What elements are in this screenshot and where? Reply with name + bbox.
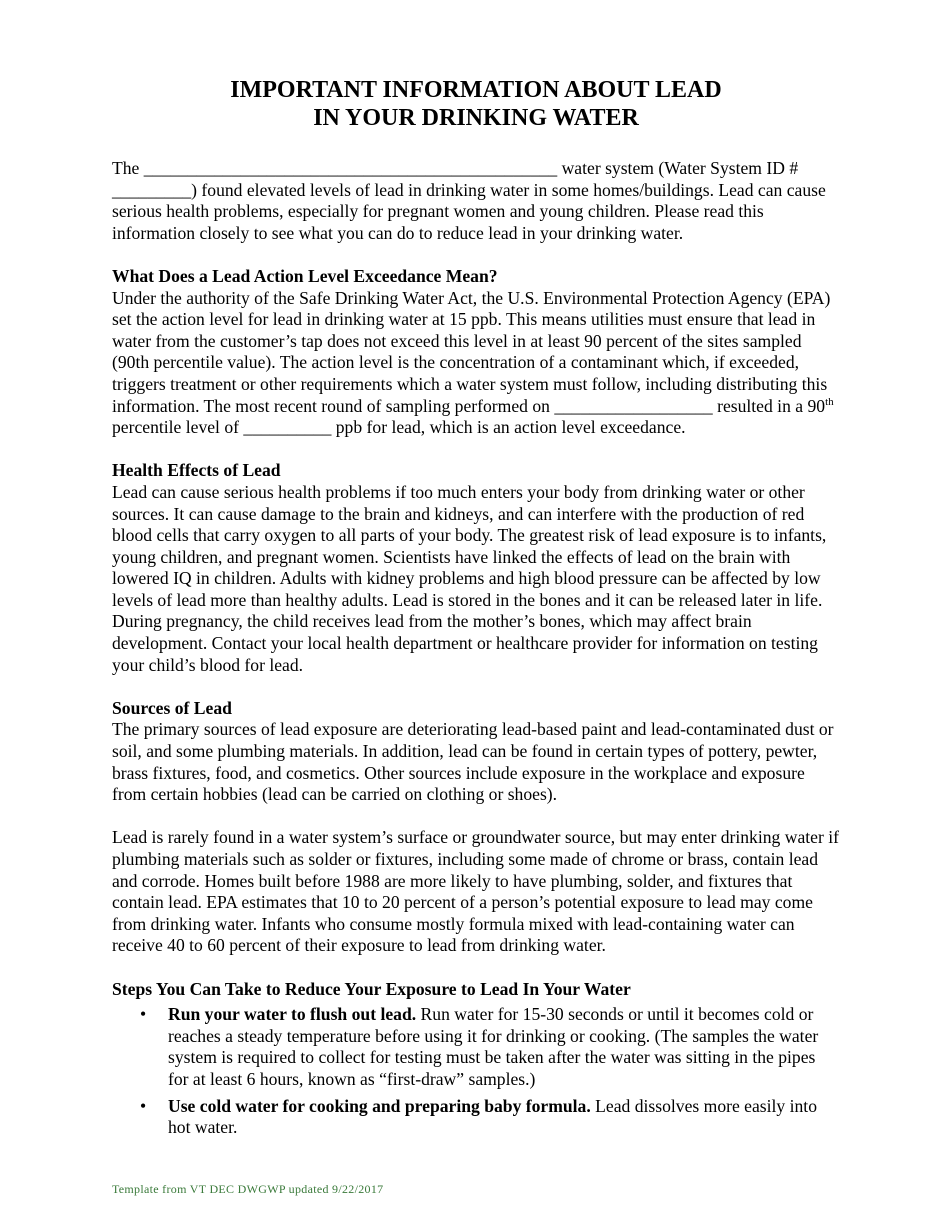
list-item: [112, 1096, 840, 1139]
exceedance-text-2: percentile level of __________ ppb for lead, which is an action level exceedance.: [112, 417, 686, 438]
step-bold-text: Use cold water for cooking and preparing baby formula.: [168, 1095, 591, 1116]
step-text: Lead dissolves more easily into hot water.: [168, 1095, 817, 1138]
step-bold-text: Run your water to flush out lead.: [168, 1004, 417, 1025]
page-title: [112, 76, 840, 132]
exceedance-text-1: Under the authority of the Safe Drinking Water Act, the U.S. Environmental Protection Agency (EPA) set the action level for lead in drinking water at 15 ppb. This means utilities must ensure that lead in water from the customer’s tap does not exceed this level in at least 90 percent of the sites sampled (90th percentile value). The action level is the concentration of a contaminant which, if exceeded, triggers treatment or other requirements which a water system must follow, including distributing this information. The most recent round of sampling performed on __________________ resulted in a 90: [112, 287, 831, 416]
document-page: [112, 76, 840, 1144]
health-heading: Health Effects of Lead: [112, 460, 281, 481]
title-line-2: IN YOUR DRINKING WATER: [313, 105, 639, 131]
sources-paragraph-1: The primary sources of lead exposure are deteriorating lead-based paint and lead-contaminated dust or soil, and some plumbing materials. In addition, lead can be found in certain types of pottery, pewter, brass fixtures, food, and cosmetics. Other sources include exposure in the workplace and exposure from certain hobbies (lead can be carried on clothing or shoes).: [112, 719, 834, 805]
list-item: [112, 1004, 840, 1090]
superscript-th: th: [825, 395, 834, 408]
step-text: Run water for 15-30 seconds or until it becomes cold or reaches a steady temperature before using it for drinking or cooking. (The samples the water system is required to collect for testing must be taken after the water was sitting in the pipes for at least 6 hours, known as “first-draw” samples.): [168, 1004, 819, 1089]
title-line-1: IMPORTANT INFORMATION ABOUT LEAD: [230, 77, 722, 103]
intro-paragraph: The _______________________________________________ water system (Water System ID # _________) found elevated levels of lead in drinking water in some homes/buildings. Lead can cause serious health problems, especially for pregnant women and young children. Please read this information closely to see what you can do to reduce lead in your drinking water.: [112, 158, 826, 243]
exceedance-heading: What Does a Lead Action Level Exceedance Mean?: [112, 265, 498, 286]
exceedance-paragraph: [112, 288, 840, 439]
steps-heading: Steps You Can Take to Reduce Your Exposure to Lead In Your Water: [112, 978, 631, 999]
sources-paragraph-2: Lead is rarely found in a water system’s surface or groundwater source, but may enter drinking water if plumbing materials such as solder or fixtures, including some made of chrome or brass, contain lead and corrode. Homes built before 1988 are more likely to have plumbing, solder, and fixtures that contain lead. EPA estimates that 10 to 20 percent of a person’s potential exposure to lead may come from drinking water. Infants who consume mostly formula mixed with lead-containing water can receive 40 to 60 percent of their exposure to lead from drinking water.: [112, 827, 839, 956]
sources-heading: Sources of Lead: [112, 697, 232, 718]
footer-note: Template from VT DEC DWGWP updated 9/22/2017: [112, 1182, 384, 1196]
steps-list: [112, 1004, 840, 1139]
health-paragraph: Lead can cause serious health problems if too much enters your body from drinking water or other sources. It can cause damage to the brain and kidneys, and can interfere with the production of red blood cells that carry oxygen to all parts of your body. The greatest risk of lead exposure is to infants, young children, and pregnant women. Scientists have linked the effects of lead on the brain with lowered IQ in children. Adults with kidney problems and high blood pressure can be affected by low levels of lead more than healthy adults. Lead is stored in the bones and it can be released later in life. During pregnancy, the child receives lead from the mother’s bones, which may affect brain development. Contact your local health department or healthcare provider for information on testing your child’s blood for lead.: [112, 481, 827, 675]
bullet-icon: •: [140, 1095, 147, 1116]
bullet-icon: •: [140, 1004, 147, 1025]
